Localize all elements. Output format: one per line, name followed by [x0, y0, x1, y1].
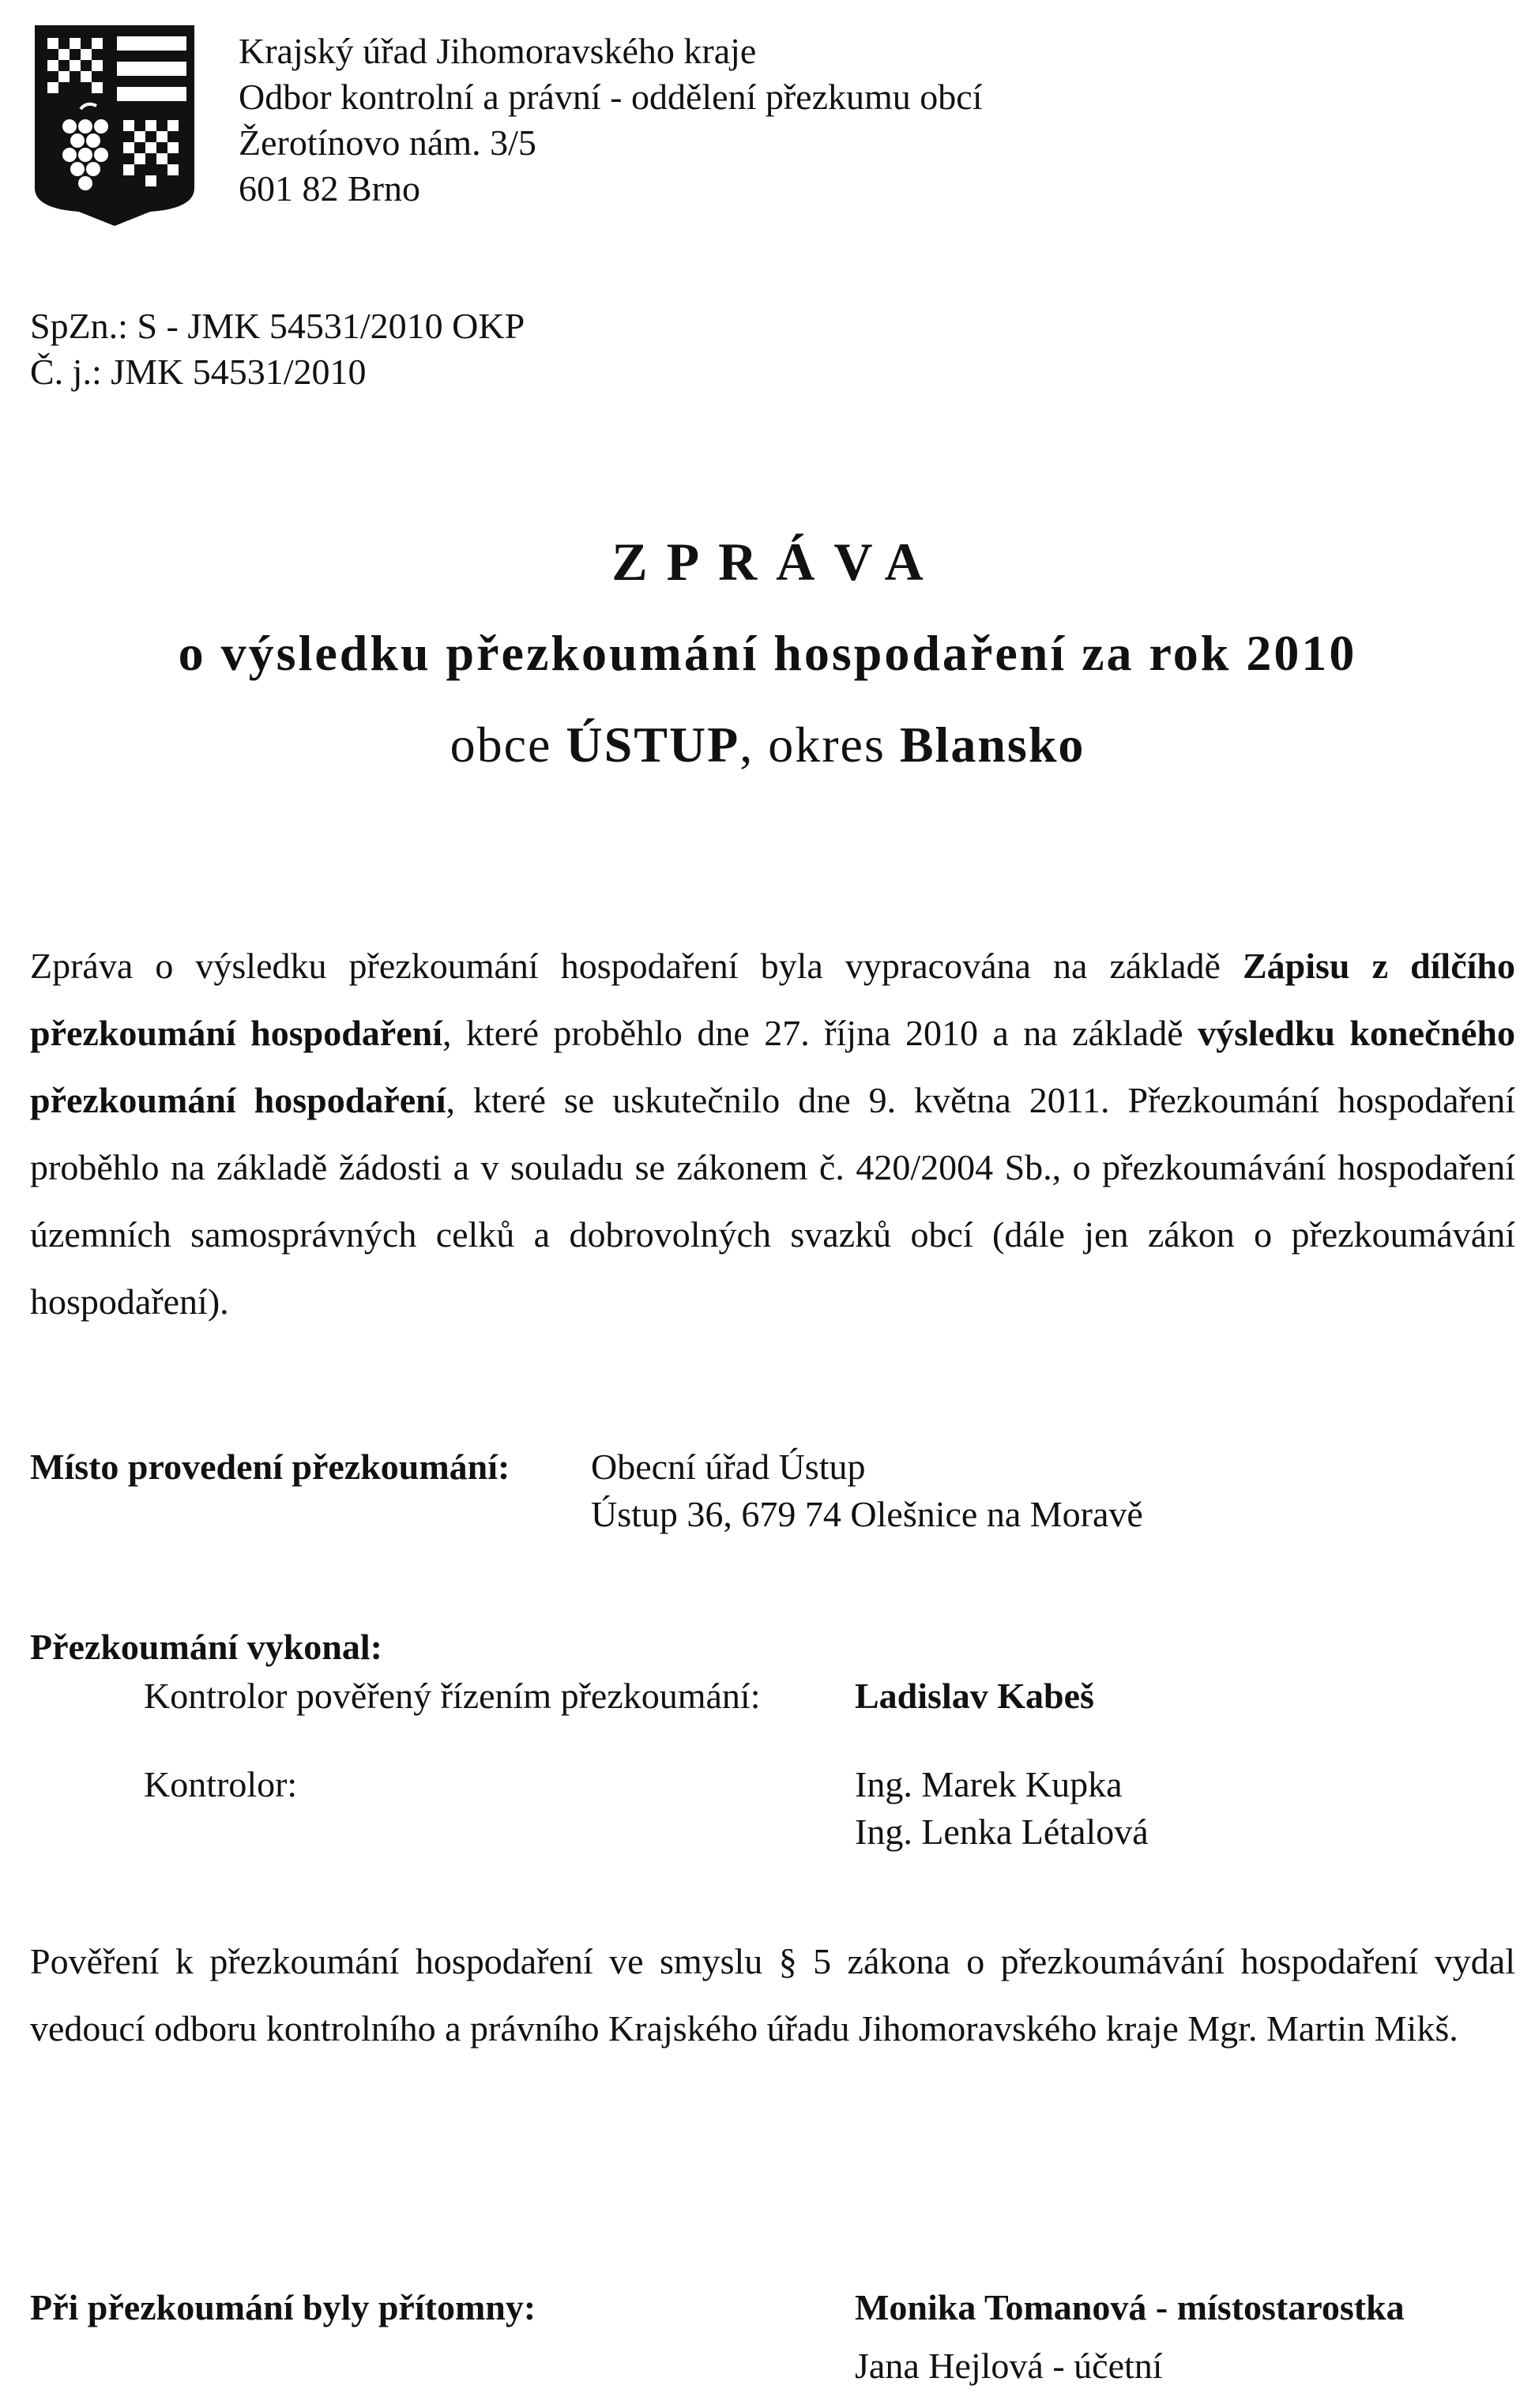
coat-of-arms-icon [32, 22, 198, 229]
location-line-1: Obecní úřad Ústup [591, 1447, 866, 1487]
present-person-2: Jana Hejlová - účetní [855, 2346, 1163, 2386]
report-subtitle: o výsledku přezkoumání hospodaření za rok 2010 [178, 625, 1357, 681]
lead-controller-name: Ladislav Kabeš [855, 1676, 1094, 1716]
present-label: Při přezkoumání byly přítomny: [30, 2287, 536, 2327]
authorization-paragraph: Pověření k přezkoumání hospodaření ve smyslu § 5 zákona o přezkoumávání hospodaření vydal vedoucí odboru kontrolního a právního Krajského úřadu Jihomoravského kraje Mgr. Martin Mikš. [30, 1941, 1515, 2049]
issuing-office [239, 28, 982, 212]
controller-name: Ing. Marek Kupka [855, 1764, 1123, 1804]
district-name: Blansko [899, 717, 1085, 773]
office-line: Krajský úřad Jihomoravského kraje [239, 31, 757, 71]
intro-text-1: Zpráva o výsledku přezkoumání hospodaření byla vypracována na základě [30, 946, 1243, 986]
report-title: ZPRÁVA [611, 532, 942, 592]
location-label: Místo provedení přezkoumání: [30, 1447, 510, 1487]
district-prefix: , okres [739, 717, 900, 773]
controller-name: Ing. Lenka Létalová [855, 1812, 1149, 1852]
lead-controller-label: Kontrolor pověřený řízením přezkoumání: [144, 1676, 761, 1716]
reference-numbers [30, 303, 525, 395]
office-line: 601 82 Brno [239, 168, 420, 209]
cj-reference: Č. j.: JMK 54531/2010 [30, 352, 367, 392]
spzn-reference: SpZn.: S - JMK 54531/2010 OKP [30, 306, 525, 346]
intro-text-2: , které proběhlo dne 27. října 2010 a na základě [442, 1013, 1198, 1053]
location-line-2: Ústup 36, 679 74 Olešnice na Moravě [591, 1494, 1143, 1534]
inspection-heading: Přezkoumání vykonal: [30, 1627, 382, 1667]
municipality-name: ÚSTUP [566, 717, 740, 773]
intro-bold-1: Zápisu z dílčího přezkoumání hospodaření [30, 946, 1515, 1053]
office-line: Odbor kontrolní a právní - oddělení přezkumu obcí [239, 77, 983, 117]
intro-text-3: , které se uskutečnilo dne 9. května 2011. Přezkoumání hospodaření proběhlo na základě žádosti a v souladu se zákonem č. 420/2004 Sb., o přezkoumávání hospodaření územních samosprávných celků a dobrovolných svazků obcí (dále jen zákon o přezkoumávání hospodaření). [30, 1080, 1516, 1322]
office-line: Žerotínovo nám. 3/5 [239, 122, 536, 163]
municipality-prefix: obce [450, 717, 566, 773]
controller-label: Kontrolor: [144, 1764, 298, 1804]
present-person-1: Monika Tomanová - místostarostka [855, 2287, 1405, 2327]
intro-bold-2: výsledku konečného přezkoumání hospodaření [30, 1013, 1515, 1120]
report-municipality [0, 716, 1535, 774]
intro-paragraph [30, 932, 1515, 1335]
